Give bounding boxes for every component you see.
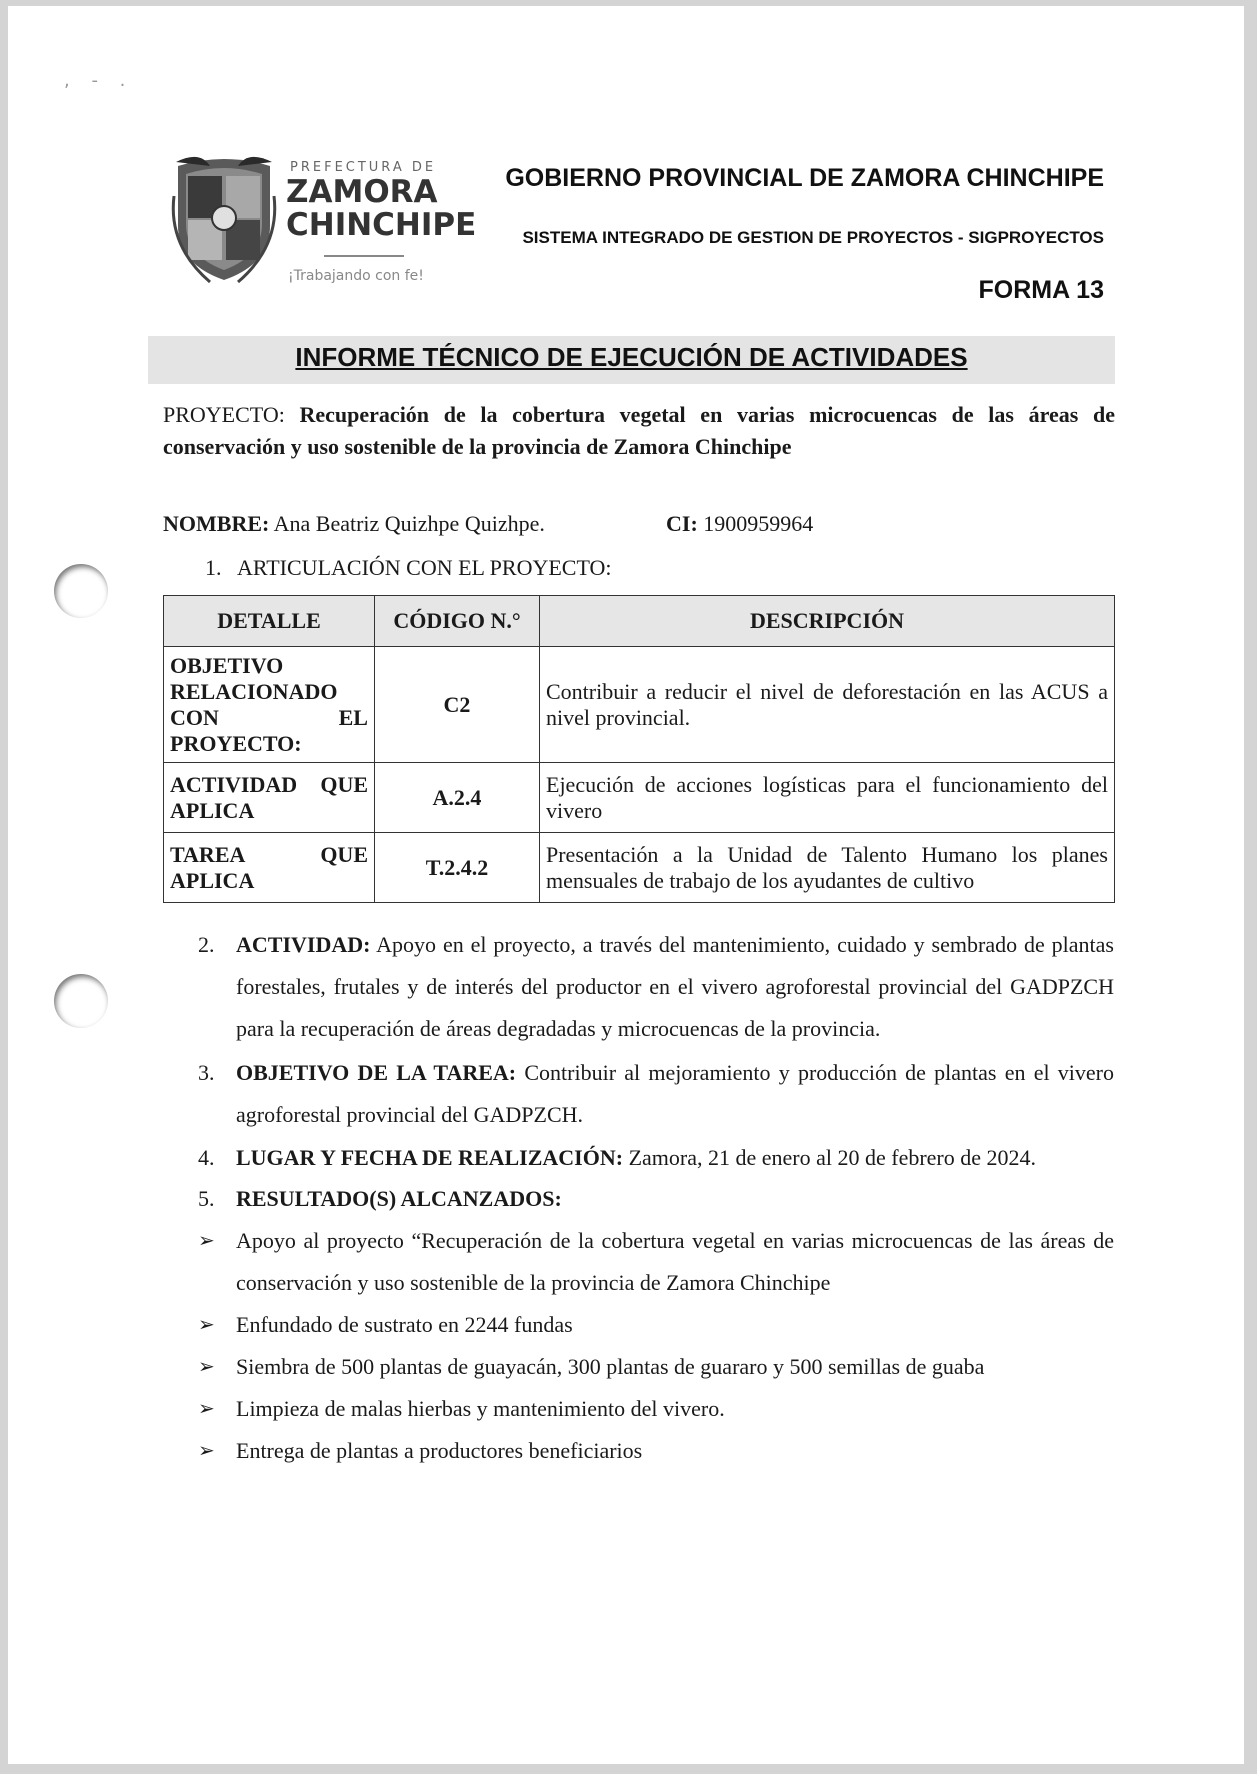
table-header-detail: DETALLE <box>164 596 375 647</box>
result-item: Enfundado de sustrato en 2244 fundas <box>236 1312 573 1337</box>
section-3-label: OBJETIVO DE LA TAREA: <box>236 1060 517 1085</box>
table-cell-code: C2 <box>375 647 540 763</box>
project-paragraph <box>163 399 1115 463</box>
logo-name <box>286 176 476 242</box>
name-line <box>163 508 545 540</box>
punch-hole-top <box>54 564 108 618</box>
logo-name-line2: CHINCHIPE <box>286 207 477 243</box>
punch-hole-bottom <box>54 974 108 1028</box>
ci-value: 1900959964 <box>703 511 814 536</box>
articulation-table <box>163 595 1115 903</box>
result-item: Limpieza de malas hierbas y mantenimiento del vivero. <box>236 1396 725 1421</box>
table-row <box>164 833 1115 903</box>
table-cell-detail: TAREA QUE APLICA <box>164 833 375 903</box>
government-title: GOBIERNO PROVINCIAL DE ZAMORA CHINCHIPE <box>505 164 1104 192</box>
section-4-text: Zamora, 21 de enero al 20 de febrero de 2024. <box>628 1145 1037 1170</box>
table-header-code: CÓDIGO N.° <box>375 596 540 647</box>
table-header-row <box>164 596 1115 647</box>
section-1-number: 1. <box>205 555 222 580</box>
report-title-banner <box>148 336 1115 384</box>
section-2-label: ACTIVIDAD: <box>236 932 371 957</box>
ci-line <box>666 508 813 540</box>
report-title: INFORME TÉCNICO DE EJECUCIÓN DE ACTIVIDADES <box>295 342 968 372</box>
section-1-title: ARTICULACIÓN CON EL PROYECTO: <box>237 555 612 580</box>
ci-label: CI: <box>666 511 698 536</box>
table-cell-code: T.2.4.2 <box>375 833 540 903</box>
section-4-number: 4. <box>198 1145 215 1170</box>
name-label: NOMBRE: <box>163 511 270 536</box>
section-4-paragraph <box>236 1137 1114 1179</box>
section-2-text: Apoyo en el proyecto, a través del mantenimiento, cuidado y sembrado de plantas forestales, frutales y de interés del productor en el vivero agroforestal provincial del GADPZCH para la recuperación de áreas degradadas y microcuencas de la provincia. <box>236 932 1114 1041</box>
section-1-heading <box>205 552 612 584</box>
document-page <box>8 6 1244 1764</box>
logo-slogan: ¡Trabajando con fe! <box>288 268 424 284</box>
form-number: FORMA 13 <box>978 276 1104 304</box>
result-item: Apoyo al proyecto “Recuperación de la cobertura vegetal en varias microcuencas de las áreas de conservación y uso sostenible de la provincia de Zamora Chinchipe <box>236 1228 1114 1295</box>
bullet-arrow-icon: ➢ <box>198 1356 215 1378</box>
project-label: PROYECTO: <box>163 402 285 427</box>
table-cell-detail: OBJETIVO RELACIONADO CON EL PROYECTO: <box>164 647 375 763</box>
logo-prefectura-text: PREFECTURA DE <box>290 160 437 175</box>
section-2-number: 2. <box>198 932 215 957</box>
table-cell-detail: ACTIVIDAD QUE APLICA <box>164 763 375 833</box>
logo-divider <box>324 255 404 257</box>
bullet-arrow-icon: ➢ <box>198 1440 215 1462</box>
bullet-arrow-icon: ➢ <box>198 1230 215 1252</box>
scan-specks: , - . <box>64 70 134 91</box>
result-item: Entrega de plantas a productores beneficiarios <box>236 1438 643 1463</box>
table-cell-description: Presentación a la Unidad de Talento Humano los planes mensuales de trabajo de los ayudantes de cultivo <box>540 833 1115 903</box>
table-cell-code: A.2.4 <box>375 763 540 833</box>
project-text: Recuperación de la cobertura vegetal en varias microcuencas de las áreas de conservación y uso sostenible de la provincia de Zamora Chinchipe <box>163 402 1116 459</box>
result-item: Siembra de 500 plantas de guayacán, 300 plantas de guararo y 500 semillas de guaba <box>236 1354 985 1379</box>
table-cell-description: Contribuir a reducir el nivel de deforestación en las ACUS a nivel provincial. <box>540 647 1115 763</box>
table-row <box>164 763 1115 833</box>
prefectura-shield-logo <box>170 156 278 284</box>
section-3-number: 3. <box>198 1060 215 1085</box>
section-2-paragraph <box>236 924 1114 1050</box>
bullet-arrow-icon: ➢ <box>198 1314 215 1336</box>
section-5-heading <box>236 1178 1114 1220</box>
section-4-label: LUGAR Y FECHA DE REALIZACIÓN: <box>236 1145 624 1170</box>
section-5-label: RESULTADO(S) ALCANZADOS: <box>236 1186 562 1211</box>
section-5-number: 5. <box>198 1186 215 1211</box>
table-cell-description: Ejecución de acciones logísticas para el funcionamiento del vivero <box>540 763 1115 833</box>
table-header-description: DESCRIPCIÓN <box>540 596 1115 647</box>
bullet-arrow-icon: ➢ <box>198 1398 215 1420</box>
system-subtitle: SISTEMA INTEGRADO DE GESTION DE PROYECTOS - SIGPROYECTOS <box>522 228 1104 247</box>
logo-name-line1: ZAMORA <box>286 174 438 210</box>
name-value: Ana Beatriz Quizhpe Quizhpe. <box>273 511 545 536</box>
table-row <box>164 647 1115 763</box>
section-3-paragraph <box>236 1052 1114 1136</box>
section-3-text: Contribuir al mejoramiento y producción de plantas en el vivero agroforestal provincial del GADPZCH. <box>236 1060 1114 1127</box>
